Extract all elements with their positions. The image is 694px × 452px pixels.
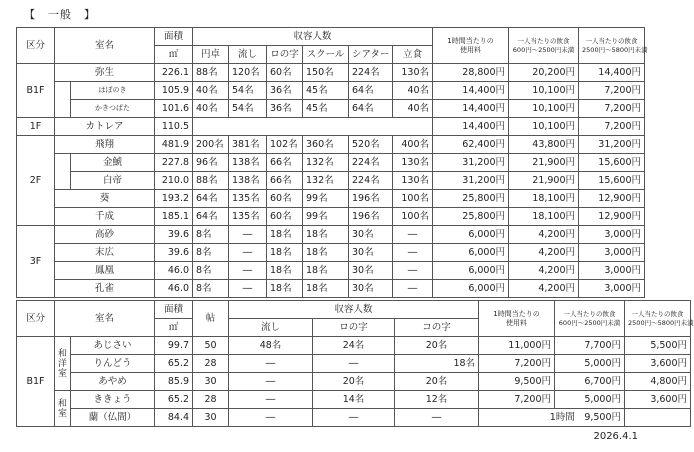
- cap: 60名: [267, 190, 303, 208]
- cap: 48名: [229, 337, 313, 355]
- cap: 132名: [303, 172, 349, 190]
- table-row: [17, 154, 645, 172]
- floor-3f: 3F: [17, 226, 55, 298]
- room-area: 85.9: [155, 373, 193, 391]
- room-area: 39.6: [155, 244, 193, 262]
- japanese-room-table: [16, 300, 694, 427]
- header-unit: ㎡: [155, 46, 193, 64]
- cap: 60名: [267, 64, 303, 82]
- cap: 138名: [229, 154, 267, 172]
- sub-spacer: [55, 154, 71, 190]
- cap: 102名: [267, 136, 303, 154]
- table-row: [17, 337, 691, 355]
- fee: 6,000円: [433, 280, 509, 298]
- fee: 31,200円: [433, 154, 509, 172]
- cap: 54名: [229, 100, 267, 118]
- food-fee: 20,200円: [509, 64, 579, 82]
- room-area: 101.6: [155, 100, 193, 118]
- cap: 120名: [229, 64, 267, 82]
- drink-fee: 3,000円: [579, 226, 645, 244]
- room-area: 46.0: [155, 262, 193, 280]
- cap: 18名: [267, 262, 303, 280]
- table-row: [17, 208, 645, 226]
- table-row: [17, 118, 645, 136]
- room-area: 227.8: [155, 154, 193, 172]
- table-row: [17, 373, 691, 391]
- fee: 6,000円: [433, 244, 509, 262]
- food-fee: 18,100円: [509, 190, 579, 208]
- drink-fee: 7,200円: [579, 82, 645, 100]
- cap: 224名: [349, 172, 393, 190]
- cap: 18名: [303, 262, 349, 280]
- cap: 196名: [349, 208, 393, 226]
- cap: 64名: [349, 82, 393, 100]
- cap: ―: [313, 355, 395, 373]
- fee: 6,000円: [433, 262, 509, 280]
- cap: 138名: [229, 172, 267, 190]
- room-name: はぼのき: [71, 82, 155, 100]
- cap: ―: [313, 409, 395, 427]
- cap: 88名: [193, 172, 229, 190]
- cap: 200名: [193, 136, 229, 154]
- food-fee: 21,900円: [509, 172, 579, 190]
- table-row: [17, 172, 645, 190]
- wa-label-2: 和室: [55, 391, 71, 427]
- cap: ―: [393, 226, 433, 244]
- drink-fee: 4,800円: [625, 373, 691, 391]
- room-mats: 30: [193, 373, 229, 391]
- header-size: 面積: [155, 301, 193, 319]
- header-area: 区分: [17, 28, 55, 64]
- fee: 6,000円: [433, 226, 509, 244]
- cap: 30名: [349, 244, 393, 262]
- style-flow: 流し: [229, 46, 267, 64]
- room-mats: 28: [193, 391, 229, 409]
- cap: 88名: [193, 64, 229, 82]
- food-fee: 4,200円: [509, 262, 579, 280]
- food-fee: 10,100円: [509, 100, 579, 118]
- fee: 7,200円: [479, 355, 555, 373]
- room-area: 46.0: [155, 280, 193, 298]
- room-name: 葵: [55, 190, 155, 208]
- cap: 99名: [303, 190, 349, 208]
- cap: ―: [229, 355, 313, 373]
- cap: 135名: [229, 190, 267, 208]
- room-name: 高砂: [55, 226, 155, 244]
- drink-fee: 12,900円: [579, 190, 645, 208]
- style-u: コの字: [395, 319, 479, 337]
- room-area: 110.5: [155, 118, 193, 136]
- room-name: カトレア: [55, 118, 155, 136]
- cap: 66名: [267, 172, 303, 190]
- room-mats: 28: [193, 355, 229, 373]
- cap: 20名: [313, 373, 395, 391]
- room-mats: 30: [193, 409, 229, 427]
- cap: 30名: [349, 262, 393, 280]
- cap: 20名: [395, 373, 479, 391]
- cap: 30名: [349, 226, 393, 244]
- cap: 12名: [395, 391, 479, 409]
- cap: 196名: [349, 190, 393, 208]
- table-row: [17, 262, 645, 280]
- header-food: 一人当たりの飲食 600円～2500円未満: [555, 301, 625, 337]
- room-name: 鳳凰: [55, 262, 155, 280]
- style-school: スクール: [303, 46, 349, 64]
- cap: ―: [393, 280, 433, 298]
- cap: 18名: [267, 244, 303, 262]
- drink-fee: 12,900円: [579, 208, 645, 226]
- drink-fee: 31,200円: [579, 136, 645, 154]
- room-name: 飛翔: [55, 136, 155, 154]
- cap: ―: [393, 244, 433, 262]
- cap: 66名: [267, 154, 303, 172]
- table-row: [17, 226, 645, 244]
- cap: ―: [393, 262, 433, 280]
- room-name: 金鯱: [71, 154, 155, 172]
- room-area: 105.9: [155, 82, 193, 100]
- sub-spacer: [55, 82, 71, 118]
- room-mats: 50: [193, 337, 229, 355]
- header-mats: 帖: [193, 301, 229, 337]
- table-row: [17, 244, 645, 262]
- fee: 31,200円: [433, 172, 509, 190]
- cap: 36名: [267, 82, 303, 100]
- cap: 99名: [303, 208, 349, 226]
- table-row: [17, 409, 691, 427]
- cap: 150名: [303, 64, 349, 82]
- cap: 96名: [193, 154, 229, 172]
- cap: 40名: [193, 100, 229, 118]
- cap: 520名: [349, 136, 393, 154]
- header-hourly: 1時間当たりの 使用料: [433, 28, 509, 64]
- fee: 25,800円: [433, 190, 509, 208]
- food-fee: 7,700円: [555, 337, 625, 355]
- cap: 400名: [393, 136, 433, 154]
- cap: 8名: [193, 280, 229, 298]
- room-name: 千成: [55, 208, 155, 226]
- cap: ―: [229, 280, 267, 298]
- drink-fee: 7,200円: [579, 118, 645, 136]
- fee: 14,400円: [433, 100, 509, 118]
- table-row: [17, 391, 691, 409]
- header-size: 面積: [155, 28, 193, 46]
- room-name: 末広: [55, 244, 155, 262]
- cap: 60名: [267, 208, 303, 226]
- room-area: 65.2: [155, 355, 193, 373]
- food-fee: 10,100円: [509, 118, 579, 136]
- cap: 64名: [193, 190, 229, 208]
- drink-fee: 15,600円: [579, 172, 645, 190]
- room-name: かきつばた: [71, 100, 155, 118]
- cap: 20名: [395, 337, 479, 355]
- drink-fee: 3,000円: [579, 262, 645, 280]
- cap: ―: [229, 262, 267, 280]
- fee: 62,400円: [433, 136, 509, 154]
- table-header-row: [17, 301, 691, 319]
- drink-fee: 14,400円: [579, 64, 645, 82]
- cap: 18名: [267, 280, 303, 298]
- room-area: 481.9: [155, 136, 193, 154]
- cap: ―: [229, 409, 313, 427]
- drink-fee: 7,200円: [579, 100, 645, 118]
- cap: 14名: [313, 391, 395, 409]
- drink-fee: 3,600円: [625, 355, 691, 373]
- drink-fee: 3,000円: [579, 280, 645, 298]
- room-name: 弥生: [55, 64, 155, 82]
- drink-fee: 15,600円: [579, 154, 645, 172]
- wa-label: 和洋室: [55, 337, 71, 391]
- cap: 64名: [193, 208, 229, 226]
- header-area: 区分: [17, 301, 55, 337]
- style-standing: 立食: [393, 46, 433, 64]
- table-row: [17, 100, 645, 118]
- table-row: [17, 136, 645, 154]
- room-area: 226.1: [155, 64, 193, 82]
- fee: 11,000円: [479, 337, 555, 355]
- food-fee: 43,800円: [509, 136, 579, 154]
- room-area: 193.2: [155, 190, 193, 208]
- fee: 1時間 9,500円: [479, 409, 625, 427]
- general-table: [16, 27, 648, 298]
- room-area: 99.7: [155, 337, 193, 355]
- cap: 40名: [193, 82, 229, 100]
- room-area: 210.0: [155, 172, 193, 190]
- floor-b1f: B1F: [17, 337, 55, 427]
- style-flow: 流し: [229, 319, 313, 337]
- fee: 7,200円: [479, 391, 555, 409]
- cap: 224名: [349, 154, 393, 172]
- header-room: 室名: [55, 28, 155, 64]
- fee: 14,400円: [433, 82, 509, 100]
- room-name: ききょう: [71, 391, 155, 409]
- header-drink: 一人当たりの飲食 2500円～5800円未満: [579, 28, 645, 64]
- cap: 381名: [229, 136, 267, 154]
- header-room: 室名: [55, 301, 155, 337]
- room-name: 白帝: [71, 172, 155, 190]
- table-row: [17, 355, 691, 373]
- cap: ―: [229, 391, 313, 409]
- cap: ―: [229, 373, 313, 391]
- style-square: ロの字: [313, 319, 395, 337]
- cap: ―: [395, 409, 479, 427]
- style-square: ロの字: [267, 46, 303, 64]
- drink-fee: 5,500円: [625, 337, 691, 355]
- floor-b1f: B1F: [17, 64, 55, 118]
- cap: 135名: [229, 208, 267, 226]
- food-fee: 5,000円: [555, 355, 625, 373]
- food-fee: 4,200円: [509, 280, 579, 298]
- cap: 224名: [349, 64, 393, 82]
- cap: 40名: [393, 82, 433, 100]
- room-area: 65.2: [155, 391, 193, 409]
- room-area: 185.1: [155, 208, 193, 226]
- cap: 130名: [393, 172, 433, 190]
- cap: 100名: [393, 190, 433, 208]
- cap: 45名: [303, 82, 349, 100]
- food-fee: 10,100円: [509, 82, 579, 100]
- cap: 30名: [349, 280, 393, 298]
- room-name: あじさい: [71, 337, 155, 355]
- cap: 54名: [229, 82, 267, 100]
- cap: 8名: [193, 262, 229, 280]
- header-capacity: 収容人数: [229, 301, 479, 319]
- cap: 18名: [303, 280, 349, 298]
- cap: 100名: [393, 208, 433, 226]
- food-fee: 4,200円: [509, 244, 579, 262]
- food-fee: 21,900円: [509, 154, 579, 172]
- table-header-row: [17, 28, 645, 46]
- cap: 36名: [267, 100, 303, 118]
- fee: 28,800円: [433, 64, 509, 82]
- cap: 45名: [303, 100, 349, 118]
- food-fee: 6,700円: [555, 373, 625, 391]
- fee: 9,500円: [479, 373, 555, 391]
- header-hourly: 1時間当たりの 使用料: [479, 301, 555, 337]
- room-area: 84.4: [155, 409, 193, 427]
- cap: 18名: [303, 226, 349, 244]
- header-drink: 一人当たりの飲食 2500円～5800円未満: [625, 301, 691, 337]
- room-name: 蘭（仏間）: [71, 409, 155, 427]
- cap: 18名: [303, 244, 349, 262]
- food-fee: 18,100円: [509, 208, 579, 226]
- table-row: [17, 64, 645, 82]
- cap: 40名: [393, 100, 433, 118]
- header-unit: ㎡: [155, 319, 193, 337]
- floor-1f: 1F: [17, 118, 55, 136]
- cap: ―: [229, 226, 267, 244]
- empty-cell: [625, 409, 691, 427]
- cap: 18名: [395, 355, 479, 373]
- section-title: 【 一般 】: [24, 8, 96, 21]
- style-round: 円卓: [193, 46, 229, 64]
- room-name: あやめ: [71, 373, 155, 391]
- cap-empty: [193, 118, 433, 136]
- cap: 132名: [303, 154, 349, 172]
- floor-2f: 2F: [17, 136, 55, 226]
- fee: 25,800円: [433, 208, 509, 226]
- style-theater: シアター: [349, 46, 393, 64]
- food-fee: 5,000円: [555, 391, 625, 409]
- cap: 130名: [393, 64, 433, 82]
- room-area: 39.6: [155, 226, 193, 244]
- room-name: りんどう: [71, 355, 155, 373]
- cap: 18名: [267, 226, 303, 244]
- cap: 64名: [349, 100, 393, 118]
- cap: 360名: [303, 136, 349, 154]
- header-capacity: 収容人数: [193, 28, 433, 46]
- room-name: 孔雀: [55, 280, 155, 298]
- revision-date: 2026.4.1: [593, 431, 638, 442]
- fee: 14,400円: [433, 118, 509, 136]
- cap: 24名: [313, 337, 395, 355]
- table-row: [17, 190, 645, 208]
- cap: 8名: [193, 244, 229, 262]
- table-row: [17, 82, 645, 100]
- drink-fee: 3,600円: [625, 391, 691, 409]
- drink-fee: 3,000円: [579, 244, 645, 262]
- cap: ―: [229, 244, 267, 262]
- cap: 130名: [393, 154, 433, 172]
- food-fee: 4,200円: [509, 226, 579, 244]
- header-food: 一人当たりの飲食 600円～2500円未満: [509, 28, 579, 64]
- table-row: [17, 280, 645, 298]
- cap: 8名: [193, 226, 229, 244]
